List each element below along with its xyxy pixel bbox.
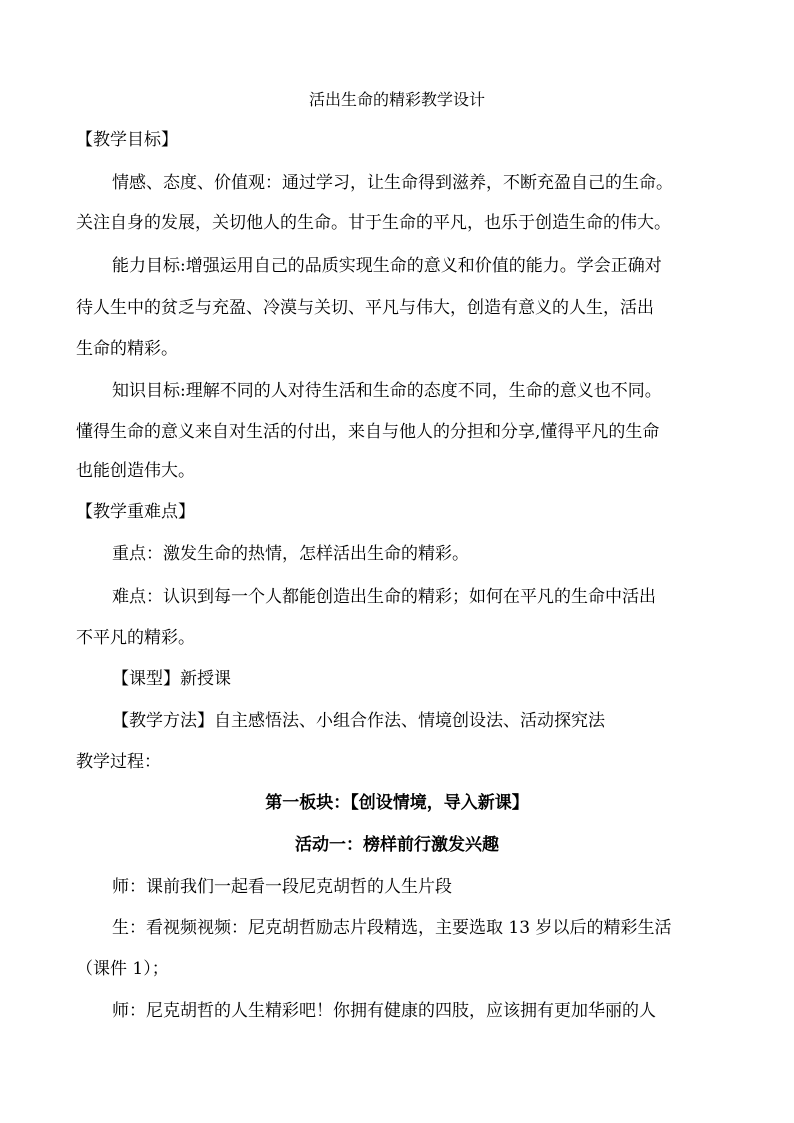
- ability-objective-line-3: 生命的精彩。: [76, 339, 178, 359]
- teaching-methods: 【教学方法】自主感悟法、小组合作法、情境创设法、活动探究法: [112, 711, 605, 731]
- ability-objective-line-1: 能力目标:增强运用自己的品质实现生命的意义和价值的能力。学会正确对: [112, 256, 662, 276]
- teacher-dialog-1: 师：课前我们一起看一段尼克胡哲的人生片段: [112, 877, 452, 897]
- document-title: 活出生命的精彩教学设计: [308, 90, 485, 109]
- knowledge-objective-line-2: 懂得生命的意义来自对生活的付出，来自与他人的分担和分享,懂得平凡的生命: [76, 422, 660, 442]
- keypoint-text: 重点：激发生命的热情，怎样活出生命的精彩。: [112, 544, 469, 564]
- emotion-objective-line-1: 情感、态度、价值观：通过学习，让生命得到滋养，不断充盈自己的生命。: [112, 173, 673, 193]
- ability-objective-line-2: 待人生中的贫乏与充盈、冷漠与关切、平凡与伟大，创造有意义的人生，活出: [76, 298, 654, 318]
- teaching-process-label: 教学过程：: [76, 752, 161, 772]
- lesson-type: 【课型】新授课: [112, 669, 231, 689]
- difficulty-line-2: 不平凡的精彩。: [76, 628, 195, 648]
- knowledge-objective-line-3: 也能创造伟大。: [76, 461, 195, 481]
- activity-one-heading: 活动一：榜样前行激发兴趣: [295, 835, 499, 855]
- keypoints-heading: 【教学重难点】: [76, 502, 195, 522]
- teacher-dialog-2: 师：尼克胡哲的人生精彩吧！你拥有健康的四肢，应该拥有更加华丽的人: [112, 1001, 656, 1021]
- difficulty-line-1: 难点：认识到每一个人都能创造出生命的精彩；如何在平凡的生命中活出: [112, 587, 656, 607]
- knowledge-objective-line-1: 知识目标:理解不同的人对待生活和生命的态度不同，生命的意义也不同。: [112, 381, 662, 401]
- student-dialog-line-1: 生：看视频视频：尼克胡哲励志片段精选，主要选取 13 岁以后的精彩生活: [112, 918, 672, 938]
- emotion-objective-line-2: 关注自身的发展，关切他人的生命。甘于生命的平凡，也乐于创造生命的伟大。: [76, 213, 671, 233]
- block-one-heading: 第一板块：【创设情境，导入新课】: [265, 793, 529, 813]
- student-dialog-line-2: （课件 1）；: [76, 959, 169, 979]
- objectives-heading: 【教学目标】: [76, 130, 178, 150]
